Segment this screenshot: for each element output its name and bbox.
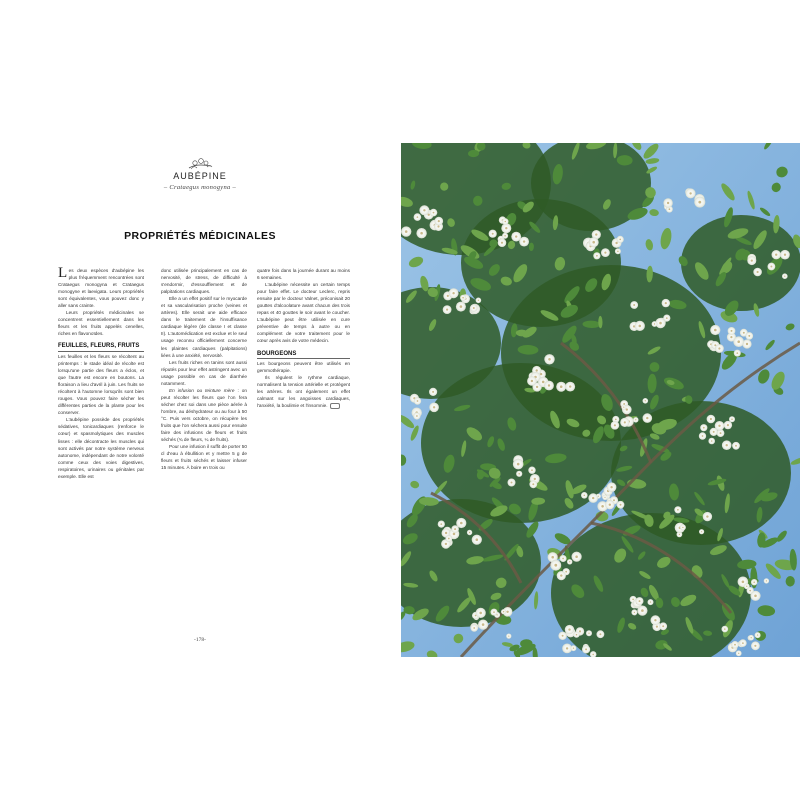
paragraph: Les fruits riches en tanins sont aussi réputés pour leur effet astringent avec un usage possible en cas de diarrhée notamment.: [161, 359, 247, 386]
blossom-center: [665, 302, 667, 304]
blossom-center: [446, 309, 448, 311]
blossom-center: [554, 564, 557, 567]
blossom-center: [517, 463, 520, 466]
blossom-center: [754, 645, 756, 647]
blossom-center: [423, 209, 425, 211]
blossom-center: [478, 300, 479, 301]
blossom-center: [682, 527, 683, 528]
blossom-center: [592, 654, 594, 656]
text-column-2: [161, 267, 247, 471]
blossom-center: [492, 233, 494, 235]
blossom-center: [405, 230, 408, 233]
blossom-center: [548, 384, 550, 386]
blossom-center: [493, 611, 495, 613]
blossom-center: [633, 304, 635, 306]
blossom-center: [646, 417, 648, 419]
blossom-center: [706, 515, 708, 517]
paragraph: Les bourgeons peuvent être utilisés en gemmothérapie.: [257, 361, 350, 374]
blossom-center: [749, 590, 751, 592]
blossom-center: [604, 497, 605, 498]
blossom-center: [479, 612, 482, 615]
end-ornament-icon: [330, 403, 340, 409]
paragraph: Elle a un effet positif sur le myocarde et sa vascularisation proche (veines et artères). Elle serait une aide efficace dans le traitement de l'insuffisance cardiaque légère (de classe I et classe II). L'automédication est exclue et le seul usage reconnu officiellement concerne les plaintes cardiaques (palpitations) liées à une anxiété, nervosité.: [161, 296, 247, 358]
blossom-center: [523, 240, 525, 242]
paragraph: Les feuilles et les fleurs se récoltent au printemps : le stade idéal de récolte est lorsqu'une partie des fleurs a éclos, et que l'autre est encore en boutons. La floraison a lieu d'avril à juin. Les fruits se récoltent à l'automne lorsqu'ils sont bien rouges. Vous pouvez faire sécher les différentes parties de la plante pour les conserver.: [58, 353, 144, 416]
blossom-center: [738, 653, 739, 654]
blossom-center: [666, 317, 668, 319]
blossom-center: [615, 419, 617, 421]
blossom-center: [701, 531, 702, 532]
paragraph: L'aubépine possède des propriétés sédatives, tonicardiaques (renforce le cœur) et spasmolytiques des muscles lisses : elle décontracte les muscles qui sont activés par notre système nerveux autonome, indépendant de notre volonté comme ceux des voies digestives, respiratoires, urinaires ou génitales par exemple. Elle est: [58, 417, 144, 479]
hawthorn-sprig-icon: [186, 156, 214, 172]
blossom-center: [560, 574, 562, 576]
blossom-center: [536, 369, 538, 371]
blossom-center: [568, 628, 570, 630]
blossom-center: [445, 532, 447, 534]
blossom-center: [518, 473, 520, 475]
subhead-buds: BOURGEONS: [257, 351, 350, 360]
blossom-center: [417, 216, 419, 218]
blossom-center: [609, 504, 611, 506]
blossom-center: [432, 391, 434, 393]
emphasis: En infusion ou teinture mère: [169, 387, 235, 393]
blossom-center: [579, 630, 581, 632]
blossom-center: [460, 305, 463, 308]
blossom-center: [599, 633, 601, 635]
blossom-center: [584, 495, 586, 497]
paragraph: donc utilisée principalement en cas de nervosité, de stress, de difficulté à s'endormir, d'essoufflement et de palpitations cardiaques.: [161, 268, 247, 295]
blossom-center: [601, 505, 604, 508]
photo-canvas: [401, 143, 800, 657]
section-title: PROPRIÉTÉS MÉDICINALES: [124, 230, 276, 242]
blossom-center: [624, 421, 626, 423]
blossom-center: [698, 201, 701, 204]
paragraph: En infusion ou teinture mère : on peut récolter les fleurs que l'on fera sécher chez soi dans une pièce aérée à l'ombre, au déshydrateur ou au four à 50 °C. Puis vers octobre, on récupère les fruits que l'on séchera aussi pour ensuite faire des infusions de fleurs et fruits séchés (¾ de fleurs, ¼ de fruits).: [161, 387, 247, 443]
blossom-center: [650, 601, 651, 602]
blossom-center: [569, 385, 571, 387]
blossom-center: [654, 619, 656, 621]
blossom-center: [610, 486, 612, 488]
blossom-center: [746, 586, 747, 587]
blossom-center: [473, 627, 475, 629]
blossom-center: [634, 612, 635, 613]
blossom-center: [718, 425, 720, 427]
blossom-center: [604, 252, 606, 254]
blossom-center: [770, 266, 772, 268]
blossom-center: [531, 469, 533, 471]
paragraph: Pour une infusion il suffit de porter 50 cl d'eau à ébullition et y mettre 5 g de fleurs et fruits séchés et laisser infuser 15 minutes. À boire en trois ou: [161, 444, 247, 471]
blossom-center: [536, 386, 538, 388]
text-column-3: [257, 267, 350, 409]
blossom-center: [654, 323, 655, 324]
blossom-center: [506, 611, 508, 613]
blossom-center: [433, 212, 435, 214]
blossom-center: [731, 418, 733, 420]
blossom-center: [595, 233, 597, 235]
blossom-center: [420, 232, 423, 235]
paragraph: Leurs propriétés médicinales se concentrent essentiellement dans les fleurs et les fruits appelés cenelles, riches en flavonoïdes.: [58, 310, 144, 337]
blossom-center: [726, 444, 728, 446]
blossom-center: [730, 336, 732, 338]
blossom-center: [575, 555, 578, 558]
blossom-center: [592, 497, 594, 499]
blossom-center: [742, 581, 745, 584]
blossom-center: [562, 558, 564, 560]
blossom-center: [757, 634, 758, 635]
intro-paragraph: Les deux espèces d'aubépine les plus fréquemment rencontrées sont Crataegus monogyna et Crataegus monogyne et laevigata. Leurs propriétés sont équivalentes, vous pouvez donc y aller sans crainte.: [58, 265, 144, 309]
blossom-center: [619, 239, 621, 241]
blossom-center: [447, 295, 449, 297]
blossom-center: [617, 251, 619, 253]
blossom-center: [724, 628, 726, 630]
blossom-center: [742, 642, 744, 644]
blossom-center: [703, 427, 705, 429]
blossom-center: [743, 332, 745, 334]
blossom-center: [615, 242, 617, 244]
blossom-center: [702, 435, 704, 437]
blossom-center: [737, 340, 740, 343]
blossom-center: [462, 297, 464, 299]
blossom-center: [437, 225, 439, 227]
blossom-center: [667, 202, 669, 204]
blossom-center: [623, 407, 624, 408]
page-number: -178-: [194, 637, 206, 643]
blossom-center: [720, 432, 722, 434]
blossom-center: [504, 235, 506, 237]
blossom-center: [598, 496, 599, 497]
blossom-center: [482, 623, 485, 626]
blossom-center: [588, 633, 589, 634]
blossom-center: [639, 325, 642, 328]
blossom-center: [620, 504, 622, 506]
blossom-center: [542, 381, 545, 384]
plant-name: AUBÉPINE: [173, 171, 227, 181]
blossom-center: [476, 538, 479, 541]
blossom-center: [505, 227, 507, 229]
blossom-center: [501, 242, 503, 244]
blossom-center: [452, 292, 454, 294]
blossom-center: [592, 241, 595, 244]
blossom-center: [453, 533, 456, 536]
blossom-center: [753, 581, 755, 583]
blossom-center: [751, 260, 753, 262]
blossom-center: [689, 192, 691, 194]
blossom-center: [766, 580, 767, 581]
blossom-center: [445, 543, 447, 545]
blossom-center: [460, 522, 463, 525]
blossom-center: [532, 483, 534, 485]
blossom-center: [784, 254, 786, 256]
blossom-center: [641, 609, 644, 612]
blossom-center: [576, 634, 578, 636]
blossom-center: [677, 509, 679, 511]
blossom-center: [505, 221, 507, 223]
blossom-center: [417, 400, 419, 402]
blossom-center: [662, 625, 664, 627]
blossom-center: [473, 307, 475, 309]
blossom-center: [534, 478, 536, 480]
subhead-leaves-flowers-fruits: FEUILLES, FLEURS, FRUITS: [58, 343, 144, 352]
blossom-center: [515, 235, 517, 237]
blossom-center: [711, 440, 713, 442]
blossom-center: [569, 561, 570, 562]
blossom-center: [754, 595, 757, 598]
blossom-center: [784, 276, 785, 277]
blossom-center: [639, 600, 641, 602]
blossom-center: [511, 482, 513, 484]
blossom-center: [718, 347, 720, 349]
paragraph: quatre fois dans la journée durant au moins 6 semaines.: [257, 268, 350, 281]
blossom-center: [433, 406, 435, 408]
blossom-center: [454, 528, 456, 530]
blossom-center: [551, 556, 554, 559]
blossom-center: [613, 499, 615, 501]
blossom-center: [748, 335, 750, 337]
blossom-center: [645, 400, 646, 401]
drop-cap: L: [58, 265, 68, 281]
blossom-center: [775, 254, 777, 256]
blossom-center: [562, 635, 564, 637]
blossom-center: [565, 571, 567, 573]
blossom-center: [560, 385, 563, 388]
blossom-center: [531, 380, 533, 382]
blossom-center: [735, 445, 737, 447]
blossom-center: [469, 532, 470, 533]
blossom-center: [573, 648, 574, 649]
blossom-center: [548, 358, 551, 361]
blossom-center: [448, 538, 450, 540]
blossom-center: [714, 329, 717, 332]
blossom-center: [626, 408, 628, 410]
text-column-1: [58, 267, 144, 480]
blossom-center: [656, 626, 658, 628]
blossom-center: [751, 637, 752, 638]
blossom-center: [566, 647, 568, 649]
blossom-center: [635, 419, 636, 420]
latin-name: – Crataegus monogyna –: [163, 184, 237, 191]
blossom-center: [757, 271, 759, 273]
blossom-center: [669, 208, 671, 210]
blossom-center: [614, 424, 616, 426]
paragraph: Ils régulent le rythme cardiaque, normalisent la tension artérielle et protègent les artères. Ils ont également un effet calmant sur les angoisses cardiaques, l'anxiété, la boulimie et l'insomnie.: [257, 375, 350, 409]
paragraph: L'aubépine nécessite un certain temps pour faire effet. Le docteur Leclerc, repris ensuite par le docteur Valnet, préconisait 20 gouttes d'alcoolature avant chacun des trois repas et 40 gouttes le soir avant le coucher. L'aubépine peut être utilisée en cure préventive de temps à autre ou en complément de votre traitement pour le cœur après avis de votre médecin.: [257, 282, 350, 344]
blossom-center: [596, 255, 598, 257]
blossom-center: [746, 343, 748, 345]
blossom-center: [731, 330, 733, 332]
blossom-center: [440, 523, 442, 525]
blossom-center: [734, 644, 736, 646]
blossom-center: [659, 322, 662, 325]
blossom-center: [727, 424, 729, 426]
blossom-center: [713, 431, 715, 433]
blossom-center: [438, 220, 440, 222]
blossom-center: [508, 636, 509, 637]
blossom-center: [503, 611, 504, 612]
hawthorn-blossom-photo: [401, 143, 800, 657]
blossom-center: [585, 648, 587, 650]
blossom-center: [679, 534, 680, 535]
blossom-center: [710, 418, 712, 420]
blossom-center: [632, 599, 634, 601]
blossom-center: [416, 415, 418, 417]
blossom-center: [736, 352, 738, 354]
